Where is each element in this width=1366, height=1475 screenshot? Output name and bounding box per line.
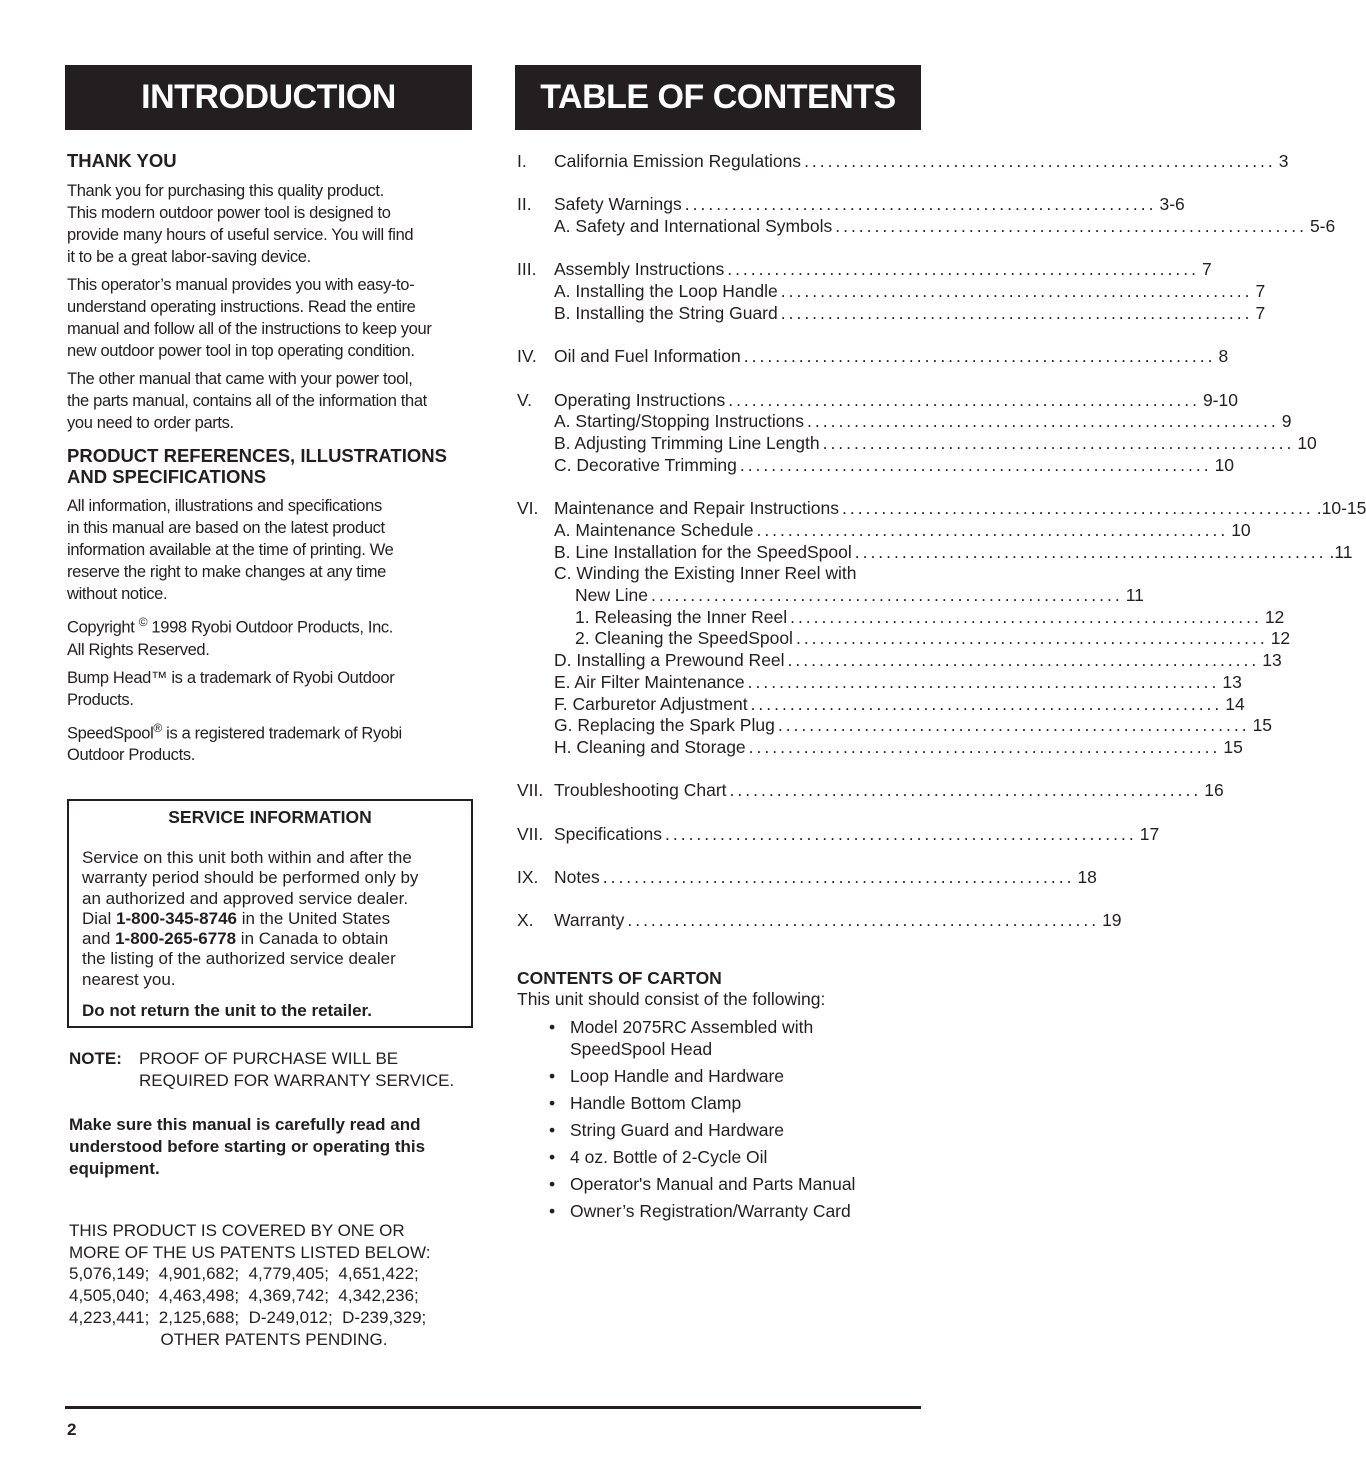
toc-subsection-title: B. Line Installation for the SpeedSpool — [554, 541, 852, 562]
toc-section-title: Troubleshooting Chart — [554, 780, 727, 801]
carton-item-line: Operator's Manual and Parts Manual — [570, 1174, 856, 1194]
toc-leader-dots: ............................................................ — [835, 216, 1307, 237]
toc-subsection — [517, 433, 1317, 455]
toc-leader-dots: ............................................................ — [854, 541, 1327, 562]
toc-section-number: VII. — [517, 823, 544, 844]
thank-you-paragraph-2 — [67, 274, 472, 362]
patent-line: 4,223,441; 2,125,688; D-249,012; D-239,329; — [69, 1307, 427, 1327]
note-label: NOTE: — [69, 1049, 122, 1068]
copyright-text: Copyright — [67, 618, 139, 637]
toc-subsection — [517, 606, 1285, 629]
toc-section-title: Specifications — [554, 823, 662, 844]
text-line: the parts manual, contains all of the information that — [67, 392, 427, 410]
service-information-box — [67, 799, 473, 1028]
toc-leader-dots: ............................................................ — [790, 606, 1262, 627]
heading-line: PRODUCT REFERENCES, ILLUSTRATIONS — [67, 445, 447, 466]
toc-page-number: 13 — [1262, 650, 1282, 671]
service-text: Dial — [82, 908, 117, 928]
text-line: provide many hours of useful service. You will find — [67, 226, 414, 244]
carton-item-line: 4 oz. Bottle of 2-Cycle Oil — [570, 1147, 768, 1167]
text-line: Products. — [67, 690, 134, 709]
warning-line: Make sure this manual is carefully read and — [69, 1115, 421, 1134]
toc-page-number: 12 — [1264, 606, 1285, 627]
toc-subsection — [517, 650, 1282, 672]
registered-symbol: ® — [153, 720, 162, 735]
toc-section-number: III. — [517, 259, 537, 280]
patent-line: OTHER PATENTS PENDING. — [160, 1329, 388, 1349]
service-text: in Canada to obtain — [236, 929, 389, 949]
service-text: and — [82, 929, 116, 949]
toc-page-number: 9-10 — [1202, 389, 1238, 410]
toc-leader-dots: ............................................................ — [747, 671, 1220, 692]
toc-page-number: 11 — [1125, 584, 1144, 605]
text-line: This operator’s manual provides you with easy-to- — [67, 276, 415, 294]
toc-page-number: 14 — [1225, 693, 1245, 714]
patent-line: 5,076,149; 4,901,682; 4,779,405; 4,651,422; — [69, 1264, 419, 1284]
toc-subsection-title: B. Adjusting Trimming Line Length — [554, 433, 820, 454]
toc-subsection — [517, 281, 1266, 303]
warning-line: equipment. — [69, 1159, 160, 1178]
footer-rule — [65, 1406, 921, 1409]
toc-subsection-title: 2. Cleaning the SpeedSpool — [575, 628, 793, 649]
toc-title: TABLE OF CONTENTS — [540, 78, 896, 116]
text-line: reserve the right to make changes at any time — [67, 563, 387, 581]
toc-subsection-title: B. Installing the String Guard — [554, 302, 778, 323]
thank-you-paragraph-1 — [67, 180, 472, 268]
toc-page-number: 17 — [1139, 823, 1160, 844]
patent-line: MORE OF THE US PATENTS LISTED BELOW: — [69, 1242, 431, 1262]
copyright-text: 1998 Ryobi Outdoor Products, Inc. — [147, 618, 394, 637]
bullet-icon: • — [549, 1066, 556, 1086]
toc-leader-dots: ............................................................ — [743, 346, 1216, 367]
carton-item-line: Loop Handle and Hardware — [570, 1066, 785, 1086]
carton-list — [517, 1016, 917, 1222]
contents-of-carton — [517, 968, 917, 1227]
toc-subsection — [517, 563, 917, 585]
service-line: Service on this unit both within and after the — [82, 848, 412, 867]
text-line: without notice. — [67, 585, 168, 603]
carton-item — [517, 1146, 917, 1168]
phone-number-canada: 1-800-265-6778 — [115, 929, 237, 949]
text-line: Thank you for purchasing this quality product. — [67, 182, 384, 200]
toc-subsection — [517, 671, 1242, 694]
toc-section — [517, 259, 1212, 281]
toc-subsection-title: G. Replacing the Spark Plug — [554, 715, 775, 736]
text-line: manual and follow all of the instructions to keep your — [67, 320, 432, 338]
toc-section-number: I. — [517, 151, 527, 171]
toc-section — [517, 780, 1224, 802]
toc-section-title: Assembly Instructions — [554, 259, 725, 280]
toc-page-number: 10 — [1231, 519, 1251, 540]
carton-item — [517, 1065, 917, 1087]
toc-section — [517, 346, 1229, 368]
carton-item-line: Owner’s Registration/Warranty Card — [570, 1201, 851, 1221]
bullet-icon: • — [549, 1120, 556, 1140]
toc-leader-dots: ............................................................ — [728, 389, 1200, 410]
toc-section-title: Notes — [554, 867, 600, 888]
toc-subsection-title: E. Air Filter Maintenance — [554, 671, 745, 692]
toc-subsection-title: A. Installing the Loop Handle — [554, 281, 778, 302]
toc-leader-dots: ............................................................ — [787, 650, 1260, 671]
carton-item — [517, 1119, 917, 1141]
bullet-icon: • — [549, 1093, 556, 1113]
toc-section-number: VII. — [517, 780, 544, 801]
toc-section-title: Safety Warnings — [554, 194, 682, 215]
patent-line: 4,505,040; 4,463,498; 4,369,742; 4,342,236; — [69, 1286, 419, 1306]
read-manual-warning — [69, 1114, 479, 1180]
toc-subsection-title: D. Installing a Prewound Reel — [554, 650, 785, 671]
toc-subsection-title: C. Winding the Existing Inner Reel with — [554, 563, 857, 584]
toc-subsection — [517, 411, 1292, 433]
text-line: The other manual that came with your power tool, — [67, 370, 413, 388]
toc-page-number: 12 — [1270, 628, 1291, 649]
toc-page-number: 19 — [1102, 910, 1122, 931]
toc-page-number: 10 — [1214, 454, 1235, 475]
toc-subsection-title: New Line — [575, 584, 648, 605]
carton-item — [517, 1016, 917, 1060]
product-references-paragraph — [67, 495, 472, 605]
bullet-icon: • — [549, 1017, 556, 1037]
speedspool-text: is a registered trademark of Ryobi — [161, 724, 402, 742]
toc-page-number: 18 — [1077, 867, 1097, 888]
toc-page-number: .10-15 — [1316, 498, 1366, 519]
toc-page-number: 13 — [1222, 671, 1242, 692]
toc-leader-dots: ............................................................ — [804, 151, 1276, 171]
toc-subsection — [517, 715, 1273, 737]
toc-subsection — [517, 216, 1336, 238]
toc-page-number: .11 — [1329, 541, 1353, 562]
toc-section-title: California Emission Regulations — [554, 151, 802, 171]
toc-leader-dots: ............................................................ — [756, 519, 1229, 540]
text-line: Outdoor Products. — [67, 746, 195, 764]
bullet-icon: • — [549, 1174, 556, 1194]
toc-leader-dots: ............................................................ — [807, 411, 1279, 432]
text-line: understand operating instructions. Read the entire — [67, 298, 416, 316]
bump-head-trademark — [67, 667, 472, 711]
toc-page-number: 15 — [1252, 715, 1273, 736]
carton-item — [517, 1200, 917, 1222]
carton-intro: This unit should consist of the following: — [517, 989, 826, 1009]
toc-subsection — [517, 454, 1235, 477]
service-line: nearest you. — [82, 969, 176, 989]
toc-page-number: 10 — [1297, 433, 1317, 454]
toc-subsection-title: F. Carburetor Adjustment — [554, 693, 748, 714]
toc-leader-dots: ............................................................ — [780, 281, 1253, 302]
toc-leader-dots: ............................................................ — [795, 628, 1268, 649]
carton-item-line: SpeedSpool Head — [570, 1039, 713, 1059]
text-line: it to be a great labor-saving device. — [67, 248, 311, 266]
text-line: All information, illustrations and specifications — [67, 497, 382, 515]
toc-subsection-title: A. Maintenance Schedule — [554, 519, 754, 540]
toc-page-number: 3 — [1278, 151, 1289, 171]
toc-page-number: 7 — [1255, 302, 1266, 323]
toc-section — [517, 389, 1238, 412]
text-line: This modern outdoor power tool is designed to — [67, 204, 391, 222]
product-references-heading — [67, 445, 472, 487]
toc-page-number: 7 — [1255, 281, 1266, 302]
toc-page-number: 8 — [1218, 346, 1229, 367]
toc-banner — [515, 65, 921, 130]
toc-section-number: X. — [517, 910, 534, 931]
toc-leader-dots: ............................................................ — [664, 823, 1137, 844]
patent-line: THIS PRODUCT IS COVERED BY ONE OR — [69, 1221, 405, 1240]
bullet-icon: • — [549, 1201, 556, 1221]
toc-section — [517, 867, 1097, 889]
service-text: in the United States — [237, 908, 391, 928]
toc-leader-dots: ............................................................ — [780, 302, 1253, 323]
toc-leader-dots: ............................................................ — [729, 780, 1202, 801]
toc-leader-dots: ............................................................ — [650, 584, 1123, 605]
text-line: Bump Head™ is a trademark of Ryobi Outdoor — [67, 668, 395, 687]
toc-section-number: VI. — [517, 498, 539, 519]
carton-item-line: Handle Bottom Clamp — [570, 1093, 742, 1113]
introduction-banner — [65, 65, 472, 130]
phone-number-us: 1-800-345-8746 — [116, 908, 237, 928]
toc-page-number: 3-6 — [1159, 194, 1185, 215]
toc-leader-dots: ............................................................ — [777, 715, 1250, 736]
text-line: in this manual are based on the latest product — [67, 519, 385, 537]
service-line-us — [82, 909, 458, 929]
text-line: All Rights Reserved. — [67, 640, 210, 659]
toc-leader-dots: ............................................................ — [627, 910, 1100, 931]
toc-subsection-title: A. Safety and International Symbols — [554, 216, 833, 237]
toc-leader-dots: ............................................................ — [602, 867, 1075, 888]
copyright-notice — [67, 611, 472, 661]
patents-notice — [69, 1220, 479, 1350]
toc-subsection — [517, 628, 1291, 650]
toc-section-number: V. — [517, 389, 532, 410]
toc-subsection — [517, 541, 1353, 564]
carton-item-line: Model 2075RC Assembled with — [570, 1017, 814, 1037]
copyright-symbol: © — [138, 615, 148, 629]
toc-section-number: IV. — [517, 346, 537, 367]
toc-section — [517, 498, 1366, 520]
text-line: information available at the time of printing. We — [67, 541, 394, 559]
service-warning: Do not return the unit to the retailer. — [82, 1001, 372, 1021]
toc-subsection-title: 1. Releasing the Inner Reel — [575, 606, 788, 627]
toc-subsection — [517, 693, 1245, 716]
toc-leader-dots: ............................................................ — [684, 194, 1157, 215]
toc-section-number: IX. — [517, 867, 539, 888]
text-line: new outdoor power tool in top operating condition. — [67, 342, 415, 360]
service-line: warranty period should be performed only by — [82, 868, 419, 888]
note-line: REQUIRED FOR WARRANTY SERVICE. — [139, 1071, 455, 1090]
toc-subsection — [517, 519, 1251, 542]
service-line: the listing of the authorized service dealer — [82, 949, 396, 969]
thank-you-paragraph-3 — [67, 368, 472, 434]
thank-you-heading: THANK YOU — [67, 150, 177, 171]
speedspool-trademark — [67, 717, 472, 767]
toc-page-number: 15 — [1223, 736, 1243, 757]
toc-section — [517, 910, 1122, 932]
toc-section-number: II. — [517, 194, 532, 215]
service-line: an authorized and approved service dealer. — [82, 888, 409, 908]
heading-line: AND SPECIFICATIONS — [67, 466, 267, 487]
toc-page-number: 16 — [1204, 780, 1224, 801]
table-of-contents — [517, 151, 1366, 932]
toc-section-title: Maintenance and Repair Instructions — [554, 498, 840, 519]
toc-section-title: Oil and Fuel Information — [554, 346, 741, 367]
page-number: 2 — [67, 1420, 77, 1439]
toc-page-number: 5-6 — [1309, 216, 1336, 237]
toc-page-number: 7 — [1201, 259, 1212, 280]
toc-leader-dots: ............................................................ — [750, 693, 1223, 714]
toc-subsection — [517, 584, 1144, 607]
carton-item — [517, 1092, 917, 1114]
service-line-canada — [82, 929, 458, 949]
carton-heading: CONTENTS OF CARTON — [517, 968, 722, 988]
proof-of-purchase-note — [69, 1048, 489, 1092]
note-line: PROOF OF PURCHASE WILL BE — [139, 1049, 399, 1068]
carton-item-line: String Guard and Hardware — [570, 1120, 784, 1140]
text-line: you need to order parts. — [67, 414, 234, 432]
introduction-column — [67, 150, 472, 766]
service-information-title: SERVICE INFORMATION — [168, 807, 372, 827]
toc-leader-dots: ............................................................ — [727, 259, 1199, 280]
toc-subsection-title: A. Starting/Stopping Instructions — [554, 411, 804, 432]
toc-section — [517, 194, 1185, 216]
toc-page-number: 9 — [1281, 411, 1292, 432]
toc-subsection — [517, 736, 1243, 759]
toc-subsection-title: H. Cleaning and Storage — [554, 736, 746, 757]
toc-section-title: Warranty — [554, 910, 625, 931]
toc-section-title: Operating Instructions — [554, 389, 726, 410]
toc-subsection-title: C. Decorative Trimming — [554, 454, 737, 475]
toc-subsection — [517, 302, 1266, 325]
toc-section — [517, 823, 1160, 846]
introduction-title: INTRODUCTION — [141, 78, 396, 116]
carton-item — [517, 1173, 917, 1195]
toc-leader-dots: ............................................................ — [748, 736, 1221, 757]
toc-section — [517, 151, 1289, 173]
toc-leader-dots: ............................................................ — [842, 498, 1314, 519]
toc-leader-dots: ............................................................ — [822, 433, 1295, 454]
bullet-icon: • — [549, 1147, 556, 1167]
warning-line: understood before starting or operating this — [69, 1137, 426, 1156]
speedspool-text: SpeedSpool — [67, 724, 154, 742]
toc-leader-dots: ............................................................ — [739, 454, 1212, 475]
